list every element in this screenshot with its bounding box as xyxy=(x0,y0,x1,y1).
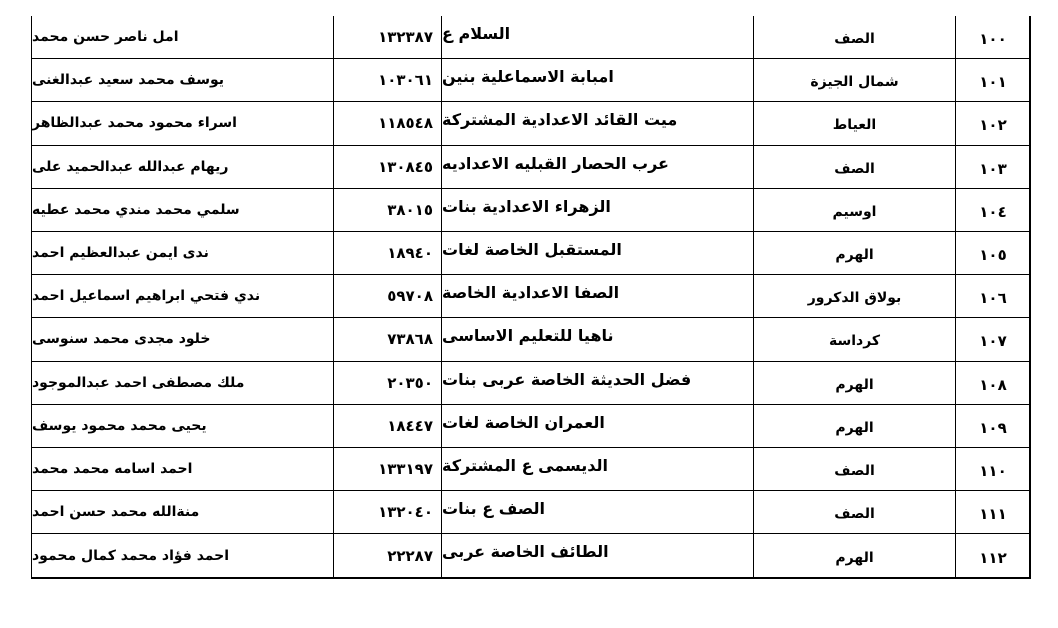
row-index-cell: ١٠٧ xyxy=(955,318,1030,360)
student-name-cell: احمد اسامه محمد محمد xyxy=(32,460,193,477)
school-name-cell: العمران الخاصة لغات xyxy=(441,405,753,447)
area-cell: الهرم xyxy=(753,232,955,274)
student-name-cell: سلمي محمد مندي محمد عطيه xyxy=(32,201,240,218)
seat-number-cell: ١٨٤٤٧ xyxy=(333,405,441,447)
seat-number-cell: ١٠٣٠٦١ xyxy=(333,59,441,101)
area-cell: الهرم xyxy=(753,534,955,577)
school-name-cell: الصف ع بنات xyxy=(441,491,753,533)
row-index-cell: ١٠٩ xyxy=(955,405,1030,447)
student-name-cell: ملك مصطفى احمد عبدالموجود xyxy=(32,374,245,391)
area-cell: الهرم xyxy=(753,405,955,447)
school-name-cell: المستقبل الخاصة لغات xyxy=(441,232,753,274)
results-table xyxy=(31,16,1031,579)
row-index-cell: ١٠٠ xyxy=(955,16,1030,58)
student-name-cell: ريهام عبدالله عبدالحميد على xyxy=(32,158,229,175)
area-cell: الصف xyxy=(753,146,955,188)
area-cell: الهرم xyxy=(753,362,955,404)
table-row xyxy=(32,275,1029,318)
seat-number-cell: ٧٣٨٦٨ xyxy=(333,318,441,360)
student-name-cell: منةالله محمد حسن احمد xyxy=(32,504,200,521)
row-index-cell: ١٠٦ xyxy=(955,275,1030,317)
table-row xyxy=(32,534,1029,577)
row-index-cell: ١٠٣ xyxy=(955,146,1030,188)
area-cell: شمال الجيزة xyxy=(753,59,955,101)
school-name-cell: الصفا الاعدادية الخاصة xyxy=(441,275,753,317)
school-name-cell: السلام ع xyxy=(441,16,753,58)
row-index-cell: ١٠١ xyxy=(955,59,1030,101)
seat-number-cell: ١٣٣١٩٧ xyxy=(333,448,441,490)
row-index-cell: ١١٢ xyxy=(955,534,1030,577)
table-row xyxy=(32,232,1029,275)
student-name-cell: يوسف محمد سعيد عبدالغنى xyxy=(32,72,225,89)
seat-number-cell: ١٣٢٠٤٠ xyxy=(333,491,441,533)
school-name-cell: عرب الحصار القبليه الاعداديه xyxy=(441,146,753,188)
student-name-cell: اسراء محمود محمد عبدالظاهر xyxy=(32,115,237,132)
area-cell: الصف xyxy=(753,16,955,58)
seat-number-cell: ٢٢٢٨٧ xyxy=(333,534,441,577)
student-name-cell: امل ناصر حسن محمد xyxy=(32,29,179,46)
row-index-cell: ١٠٢ xyxy=(955,102,1030,144)
table-row xyxy=(32,491,1029,534)
row-index-cell: ١٠٥ xyxy=(955,232,1030,274)
seat-number-cell: ٢٠٣٥٠ xyxy=(333,362,441,404)
area-cell: الصف xyxy=(753,491,955,533)
school-name-cell: فضل الحديثة الخاصة عربى بنات xyxy=(441,362,753,404)
school-name-cell: الديسمى ع المشتركة xyxy=(441,448,753,490)
school-name-cell: ميت القائد الاعدادية المشتركة xyxy=(441,102,753,144)
table-row xyxy=(32,448,1029,491)
student-name-cell: ندي فتحي ابراهيم اسماعيل احمد xyxy=(32,288,261,305)
table-row xyxy=(32,146,1029,189)
table-row xyxy=(32,16,1029,59)
area-cell: العياط xyxy=(753,102,955,144)
area-cell: اوسيم xyxy=(753,189,955,231)
area-cell: بولاق الدكرور xyxy=(753,275,955,317)
area-cell: الصف xyxy=(753,448,955,490)
table-row xyxy=(32,189,1029,232)
row-index-cell: ١٠٨ xyxy=(955,362,1030,404)
school-name-cell: امبابة الاسماعلية بنين xyxy=(441,59,753,101)
student-name-cell: خلود مجدى محمد سنوسى xyxy=(32,331,211,348)
student-name-cell: احمد فؤاد محمد كمال محمود xyxy=(32,547,230,564)
table-row xyxy=(32,59,1029,102)
school-name-cell: الطائف الخاصة عربى xyxy=(441,534,753,577)
seat-number-cell: ١٣٠٨٤٥ xyxy=(333,146,441,188)
row-index-cell: ١١١ xyxy=(955,491,1030,533)
table-row xyxy=(32,102,1029,145)
area-cell: كرداسة xyxy=(753,318,955,360)
table-row xyxy=(32,362,1029,405)
seat-number-cell: ١٣٢٣٨٧ xyxy=(333,16,441,58)
seat-number-cell: ١٨٩٤٠ xyxy=(333,232,441,274)
table-row xyxy=(32,318,1029,361)
seat-number-cell: ٣٨٠١٥ xyxy=(333,189,441,231)
table-row xyxy=(32,405,1029,448)
seat-number-cell: ٥٩٧٠٨ xyxy=(333,275,441,317)
student-name-cell: يحيى محمد محمود يوسف xyxy=(32,417,207,434)
row-index-cell: ١٠٤ xyxy=(955,189,1030,231)
seat-number-cell: ١١٨٥٤٨ xyxy=(333,102,441,144)
student-name-cell: ندى ايمن عبدالعظيم احمد xyxy=(32,245,209,262)
row-index-cell: ١١٠ xyxy=(955,448,1030,490)
school-name-cell: ناهيا للتعليم الاساسى xyxy=(441,318,753,360)
school-name-cell: الزهراء الاعدادية بنات xyxy=(441,189,753,231)
